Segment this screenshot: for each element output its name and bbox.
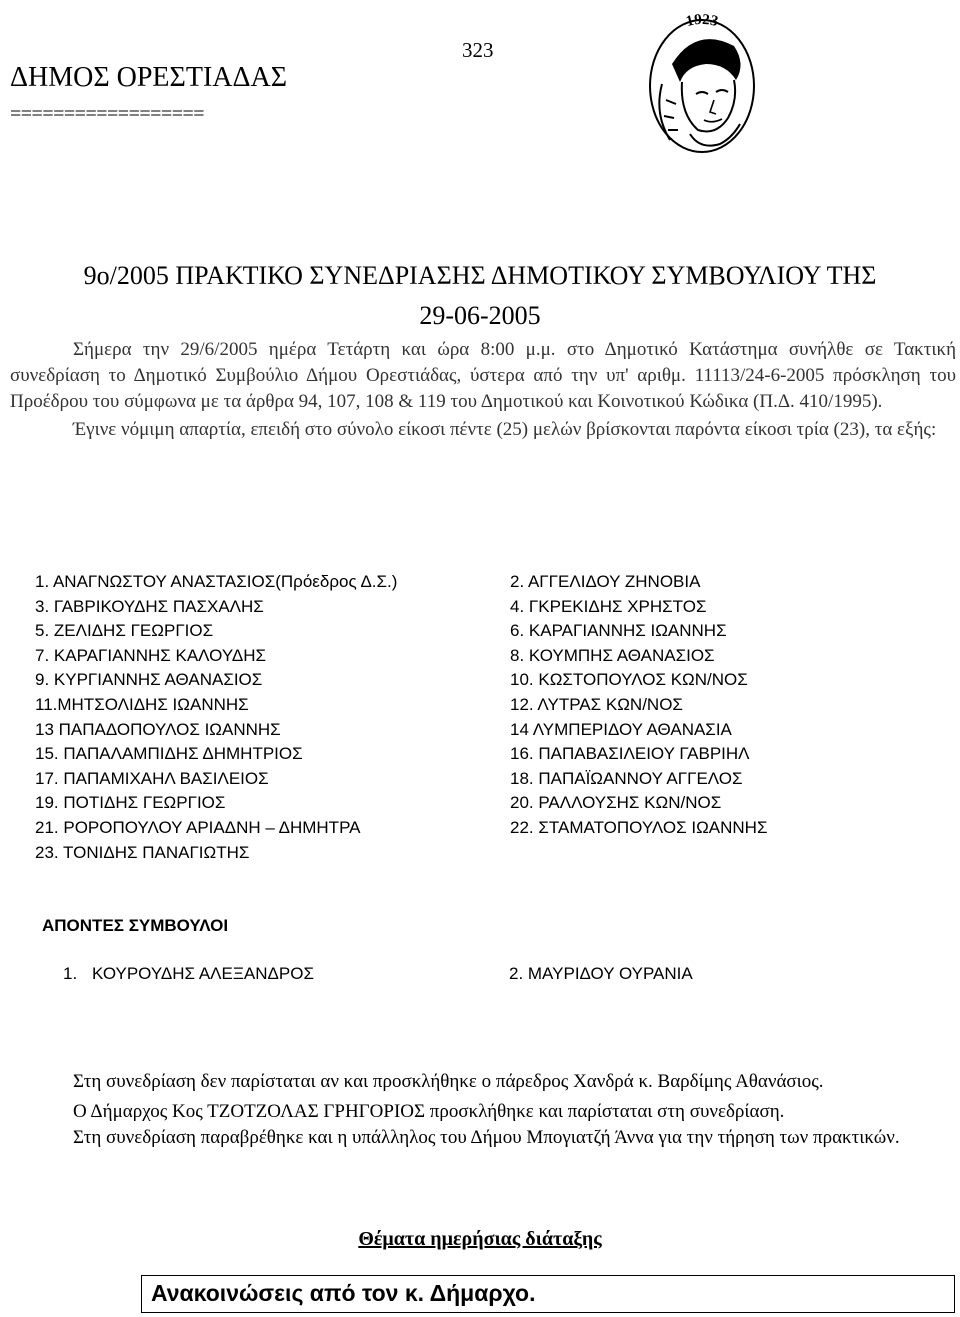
- agenda-heading: Θέματα ημερήσιας διάταξης: [358, 1228, 602, 1250]
- member-row: [35, 718, 935, 743]
- member-name: 11.ΜΗΤΣΟΛΙΔΗΣ ΙΩΑΝΝΗΣ: [35, 694, 249, 714]
- agenda-item-box: [141, 1275, 955, 1313]
- member-row: [35, 619, 935, 644]
- member-row: [35, 841, 935, 866]
- member-row: [35, 644, 935, 669]
- document-title-line1: 9ο/2005 ΠΡΑΚΤΙΚΟ ΣΥΝΕΔΡΙΑΣΗΣ ΔΗΜΟΤΙΚΟΥ ΣΥΜΒΟΥΛΙΟΥ ΤΗΣ: [83, 261, 877, 290]
- city-logo-seal: [636, 4, 768, 164]
- member-name: 8. ΚΟΥΜΠΗΣ ΑΘΑΝΑΣΙΟΣ: [510, 645, 715, 665]
- member-name: 19. ΠΟΤΙΔΗΣ ΓΕΩΡΓΙΟΣ: [35, 793, 226, 813]
- document-title-date: 29-06-2005: [419, 301, 541, 330]
- member-row: [35, 693, 935, 718]
- member-name: 18. ΠΑΠΑΪΩΑΝΝΟΥ ΑΓΓΕΛΟΣ: [510, 768, 743, 788]
- member-name: 16. ΠΑΠΑΒΑΣΙΛΕΙΟΥ ΓΑΒΡΙΗΛ: [510, 744, 750, 764]
- member-row: [35, 570, 935, 595]
- municipality-name: ΔΗΜΟΣ ΟΡΕΣΤΙΑΔΑΣ: [10, 62, 288, 93]
- agenda-item: Ανακοινώσεις από τον κ. Δήμαρχο.: [151, 1280, 536, 1306]
- member-row: [35, 668, 935, 693]
- quorum-paragraph: Έγινε νόμιμη απαρτία, επειδή στο σύνολο είκοσι πέντε (25) μελών βρίσκονται παρόντα είκοσι τρία (23), τα εξής:: [73, 419, 937, 440]
- note-paragraph: Στη συνεδρίαση δεν παρίσταται αν και προσκλήθηκε ο πάρεδρος Χανδρά κ. Βαρδίμης Αθανάσιος.: [73, 1071, 824, 1092]
- member-name: 21. ΡΟΡΟΠΟΥΛΟΥ ΑΡΙΑΔΝΗ – ΔΗΜΗΤΡΑ: [35, 817, 361, 837]
- member-name: 6. ΚΑΡΑΓΙΑΝΝΗΣ ΙΩΑΝΝΗΣ: [510, 621, 727, 641]
- logo-year: 1923: [684, 11, 720, 31]
- member-name: 23. ΤΟΝΙΔΗΣ ΠΑΝΑΓΙΩΤΗΣ: [35, 842, 250, 862]
- member-name: 10. ΚΩΣΤΟΠΟΥΛΟΣ ΚΩΝ/ΝΟΣ: [510, 670, 748, 690]
- absent-member-name: 2. ΜΑΥΡΙΔΟΥ ΟΥΡΑΝΙΑ: [509, 964, 693, 983]
- member-name: 5. ΖΕΛΙΔΗΣ ΓΕΩΡΓΙΟΣ: [35, 621, 214, 641]
- member-row: [35, 595, 935, 620]
- header-rule: ==================: [10, 103, 205, 125]
- intro-paragraph: Σήμερα την 29/6/2005 ημέρα Τετάρτη και ώρα 8:00 μ.μ. στο Δημοτικό Κατάστημα συνήλθε σε Τακτική συνεδρίαση το Δημοτικό Συμβούλιο Δήμου Ορεστιάδας, ύστερα από την υπ' αριθμ. 11113/24-6-2005 πρόσκληση του Προέδρου του σύμφωνα με τα άρθρα 94, 107, 108 & 119 του Δημοτικού και Κοινοτικού Κώδικα (Π.Δ. 410/1995).: [10, 339, 956, 412]
- member-row: [35, 767, 935, 792]
- member-row: [35, 816, 935, 841]
- member-name: 15. ΠΑΠΑΛΑΜΠΙΔΗΣ ΔΗΜΗΤΡΙΟΣ: [35, 744, 303, 764]
- attendance-notes: [10, 1069, 956, 1151]
- note-paragraph: Στη συνεδρίαση παραβρέθηκε και η υπάλληλος του Δήμου Μπογιατζή Άννα για την τήρηση των πρακτικών.: [73, 1127, 900, 1148]
- page-number: 323: [462, 38, 494, 62]
- member-name: 22. ΣΤΑΜΑΤΟΠΟΥΛΟΣ ΙΩΑΝΝΗΣ: [510, 817, 768, 837]
- absent-councillors-heading: ΑΠΟΝΤΕΣ ΣΥΜΒΟΥΛΟΙ: [42, 916, 229, 935]
- member-row: [35, 742, 935, 767]
- absent-member-name: ΚΟΥΡΟΥΔΗΣ ΑΛΕΞΑΝΔΡΟΣ: [92, 964, 314, 983]
- member-name: 4. ΓΚΡΕΚΙΔΗΣ ΧΡΗΣΤΟΣ: [510, 596, 707, 616]
- member-name: 12. ΛΥΤΡΑΣ ΚΩΝ/ΝΟΣ: [510, 694, 683, 714]
- member-name: 2. ΑΓΓΕΛΙΔΟΥ ΖΗΝΟΒΙΑ: [510, 572, 701, 591]
- member-name: 14 ΛΥΜΠΕΡΙΔΟΥ ΑΘΑΝΑΣΙΑ: [510, 719, 732, 739]
- member-name: 3. ΓΑΒΡΙΚΟΥΔΗΣ ΠΑΣΧΑΛΗΣ: [35, 596, 264, 616]
- member-name: 7. ΚΑΡΑΓΙΑΝΝΗΣ ΚΑΛΟΥΔΗΣ: [35, 645, 267, 665]
- note-paragraph: Ο Δήμαρχος Κος ΤΖΟΤΖΟΛΑΣ ΓΡΗΓΟΡΙΟΣ προσκλήθηκε και παρίσταται στη συνεδρίαση.: [73, 1101, 785, 1122]
- member-name: 17. ΠΑΠΑΜΙΧΑΗΛ ΒΑΣΙΛΕΙΟΣ: [35, 768, 269, 788]
- member-name: 1. ΑΝΑΓΝΩΣΤΟΥ ΑΝΑΣΤΑΣΙΟΣ(Πρόεδρος Δ.Σ.): [35, 572, 398, 591]
- absent-number: 1.: [63, 964, 78, 983]
- member-name: 20. ΡΑΛΛΟΥΣΗΣ ΚΩΝ/ΝΟΣ: [510, 793, 722, 813]
- member-name: 9. ΚΥΡΓΙΑΝΝΗΣ ΑΘΑΝΑΣΙΟΣ: [35, 670, 263, 690]
- intro-section: [10, 337, 956, 443]
- member-row: [35, 791, 935, 816]
- member-name: 13 ΠΑΠΑΔΟΠΟΥΛΟΣ ΙΩΑΝΝΗΣ: [35, 719, 281, 739]
- present-members-list: [35, 570, 935, 865]
